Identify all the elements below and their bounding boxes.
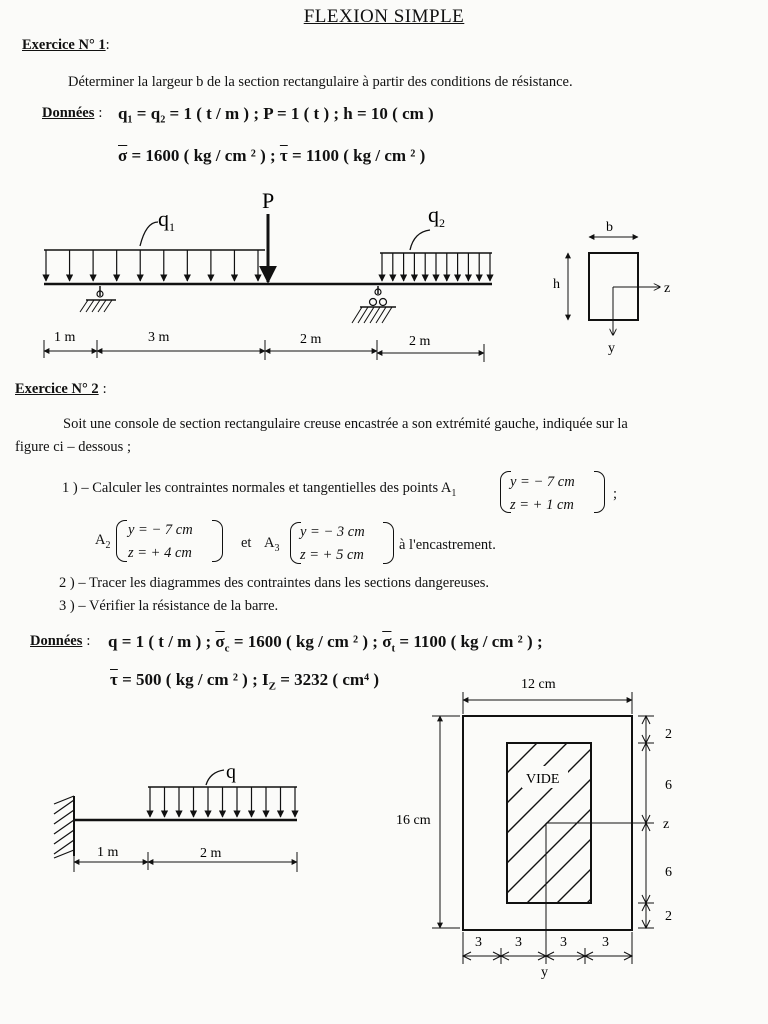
exercise-1-data-line-1: q₁ = q₂ = 1 ( t / m ) ; P = 1 ( t ) ; h = 10 ( cm ) xyxy=(118,104,434,123)
A1-semicolon: ; xyxy=(613,486,618,502)
load-q-arrows xyxy=(150,787,295,817)
page-title: FLEXION SIMPLE xyxy=(303,6,465,27)
dimension-2m-ex2: 2 m xyxy=(200,846,222,861)
void-label: VIDE xyxy=(526,772,560,787)
fixed-wall xyxy=(54,796,74,858)
exercise-1-data-line-2: $\overline{\sigma} = 1600$ ( kg / cm ² ) ; $\overline{\tau} = 1100$ ( kg / cm ² ) xyxy=(118,146,426,165)
dimension-2m-a: 2 m xyxy=(300,332,322,347)
exercise-2-intro-line-1: Soit une console de section rectangulaire creuse encastrée a son extrémité gauche, indiquée sur la xyxy=(63,416,628,432)
bottom-dim-3-b: 3 xyxy=(515,935,522,950)
A1-y: y = − 7 cm xyxy=(510,474,575,490)
A3-label: $A_3$ xyxy=(264,535,280,554)
exercise-2-heading: Exercice N° 2 : xyxy=(15,381,107,397)
A2-label: $A_2$ xyxy=(95,532,111,551)
section-2-z-label: z xyxy=(663,817,670,832)
exercise-2-donnees-label: Données : xyxy=(30,633,91,649)
A2-y: y = − 7 cm xyxy=(128,522,193,538)
question-1-text: 1 ) – Calculer les contraintes normales et tangentielles des points $A_1$ xyxy=(62,480,457,499)
section-1-y-label: y xyxy=(608,341,615,356)
sigma-symbol: $\overline{\sigma}$ xyxy=(118,146,128,165)
dimension-2m-b: 2 m xyxy=(409,334,431,349)
load-q-pointer xyxy=(206,770,224,785)
dimension-1m: 1 m xyxy=(54,330,76,345)
right-dim-2-top: 2 xyxy=(665,727,672,742)
exercise-1-title: Exercice N° 1 xyxy=(22,37,106,53)
dimension-1m-ex2: 1 m xyxy=(97,845,119,860)
load-q1-label: $q_1$ xyxy=(158,206,175,234)
exercise-1-statement: Déterminer la largeur b de la section rectangulaire à partir des conditions de résistance. xyxy=(68,74,573,90)
right-dim-6-top: 6 xyxy=(665,778,672,793)
load-q2-label: $q_2$ xyxy=(428,202,445,230)
section-1-h-label: h xyxy=(553,277,560,292)
question-3-text: 3 ) – Vérifier la résistance de la barre. xyxy=(59,598,279,614)
exercise-2-intro-line-2: figure ci – dessous ; xyxy=(15,439,131,455)
right-dim-6-bottom: 6 xyxy=(665,865,672,880)
question-2-text: 2 ) – Tracer les diagrammes des contraintes dans les sections dangereuses. xyxy=(59,575,490,591)
A2-z: z = + 4 cm xyxy=(128,545,192,561)
load-q-label: q xyxy=(226,761,236,783)
height-16cm: 16 cm xyxy=(396,813,431,828)
bottom-dim-3-d: 3 xyxy=(602,935,609,950)
exercise-2-data-line-2: $\overline{\tau} = 500$ ( kg / cm ² ) ; $I_Z = 3232$ ( cm⁴ ) xyxy=(110,670,380,693)
right-dim-2-bottom: 2 xyxy=(665,909,672,924)
section-2-y-label: y xyxy=(541,965,548,980)
void-hatching xyxy=(480,680,620,990)
et-connector: et xyxy=(241,535,252,551)
bottom-dim-3-c: 3 xyxy=(560,935,567,950)
width-12cm: 12 cm xyxy=(521,677,556,692)
tau-symbol: $\overline{\tau}$ xyxy=(279,146,288,165)
point-load-label: P xyxy=(262,188,275,213)
section-1-z-label: z xyxy=(664,281,671,296)
section-1-b-label: b xyxy=(606,220,613,235)
exercise-2-data-line-1: q = 1 ( t / m ) ; $\overline{\sigma}_c = 1600$ ( kg / cm ² ) ; $\overline{\sigma}_t = 1100$ ( kg / cm ² ) ; xyxy=(108,632,543,655)
A3-z: z = + 5 cm xyxy=(300,547,364,563)
exercise-1-donnees-label: Données : xyxy=(42,105,103,121)
A1-z: z = + 1 cm xyxy=(510,497,574,513)
exercise-2-title: Exercice N° 2 xyxy=(15,381,99,397)
exercise-1-heading: Exercice N° 1: xyxy=(22,37,110,53)
bottom-dim-3-a: 3 xyxy=(475,935,482,950)
encastrement-text: à l'encastrement. xyxy=(399,537,496,553)
dimension-3m: 3 m xyxy=(148,330,170,345)
A3-y: y = − 3 cm xyxy=(300,524,365,540)
